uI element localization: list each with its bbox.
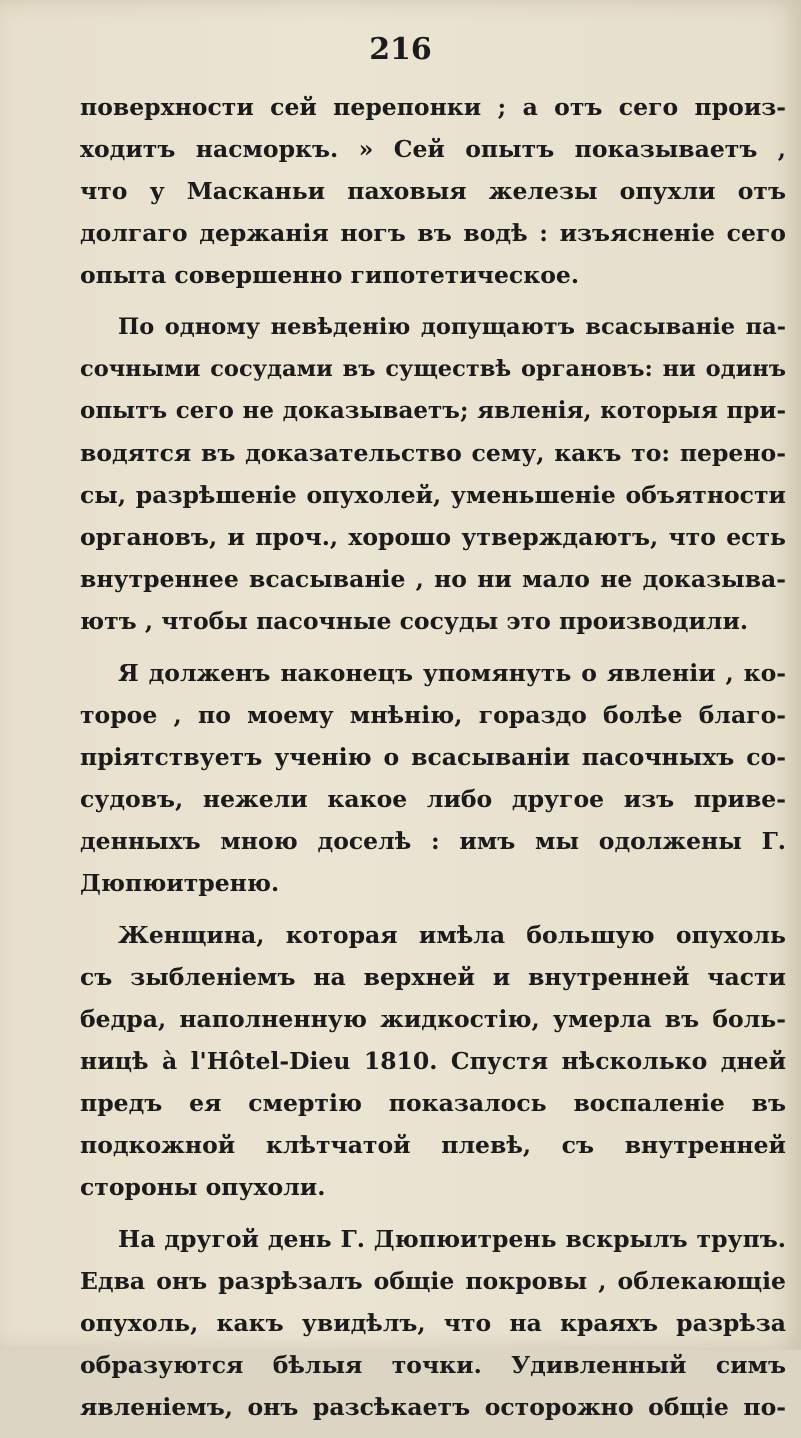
text-line: торое , по моему мнѣнію, гораздо болѣе благо- bbox=[80, 701, 786, 729]
text-line: водятся въ доказательство сему, какъ то: перено- bbox=[80, 439, 786, 467]
paragraph bbox=[80, 86, 786, 296]
body-text bbox=[80, 86, 786, 1438]
text-line: ютъ , чтобы пасочные сосуды это производили. bbox=[80, 607, 749, 635]
text-line: По одному невѣденію допущаютъ всасываніе па- bbox=[118, 314, 786, 340]
text-line: ходитъ насморкъ. » Сей опытъ показываетъ , bbox=[80, 135, 786, 163]
text-line: пріятствуетъ ученію о всасываніи пасочныхъ со- bbox=[80, 743, 786, 771]
paragraph bbox=[80, 914, 786, 1208]
text-line: ницѣ à l'Hôtel-Dieu 1810. Спустя нѣсколько дней bbox=[80, 1047, 786, 1075]
text-line: стороны опухоли. bbox=[80, 1173, 326, 1201]
page-number: 216 bbox=[369, 32, 432, 67]
text-line: На другой день Г. Дюпюитрень вскрылъ трупъ. bbox=[118, 1225, 786, 1253]
text-line: подкожной клѣтчатой плевѣ, съ внутренней bbox=[80, 1131, 786, 1159]
text-line: сы, разрѣшеніе опухолей, уменьшеніе объятности bbox=[80, 481, 786, 509]
text-line: Женщина, которая имѣла большую опухоль bbox=[118, 921, 786, 949]
text-line: бедра, наполненную жидкостію, умерла въ боль- bbox=[80, 1005, 786, 1033]
text-line: судовъ, нежели какое либо другое изъ приве- bbox=[80, 785, 786, 813]
text-line: образуются бѣлыя точки. Удивленный симъ bbox=[80, 1351, 786, 1379]
text-line: Едва онъ разрѣзалъ общіе покровы , облекающіе bbox=[80, 1267, 786, 1295]
text-line: сочными сосудами въ существѣ органовъ: ни одинъ bbox=[80, 356, 786, 382]
text-line: Дюпюитреню. bbox=[80, 869, 280, 897]
paragraph bbox=[80, 652, 786, 904]
text-line: опыта совершенно гипотетическое. bbox=[80, 261, 580, 289]
text-line: явленіемъ, онъ разсѣкаетъ осторожно общіе по- bbox=[80, 1393, 786, 1421]
paragraph bbox=[80, 1218, 786, 1428]
text-line: что у Масканьи паховыя железы опухли отъ bbox=[80, 177, 786, 205]
text-line: опытъ сего не доказываетъ; явленія, которыя при- bbox=[80, 397, 786, 424]
text-line: долгаго держанія ногъ въ водѣ : изъясненіе сего bbox=[80, 219, 786, 247]
text-line: денныхъ мною доселѣ : имъ мы одолжены Г. bbox=[80, 827, 786, 855]
text-line: Я долженъ наконецъ упомянуть о явленіи , ко- bbox=[118, 659, 786, 687]
text-line: предъ ея смертію показалось воспаленіе въ bbox=[80, 1089, 786, 1117]
text-line: поверхности сей перепонки ; а отъ сего произ- bbox=[80, 93, 786, 121]
text-line: съ зыбленіемъ на верхней и внутренней части bbox=[80, 963, 786, 991]
text-line: опухоль, какъ увидѣлъ, что на краяхъ разрѣза bbox=[80, 1309, 786, 1337]
text-line: внутреннее всасываніе , но ни мало не доказыва- bbox=[80, 565, 786, 593]
text-line: органовъ, и проч., хорошо утверждаютъ, что есть bbox=[80, 523, 786, 551]
paragraph bbox=[80, 306, 786, 642]
